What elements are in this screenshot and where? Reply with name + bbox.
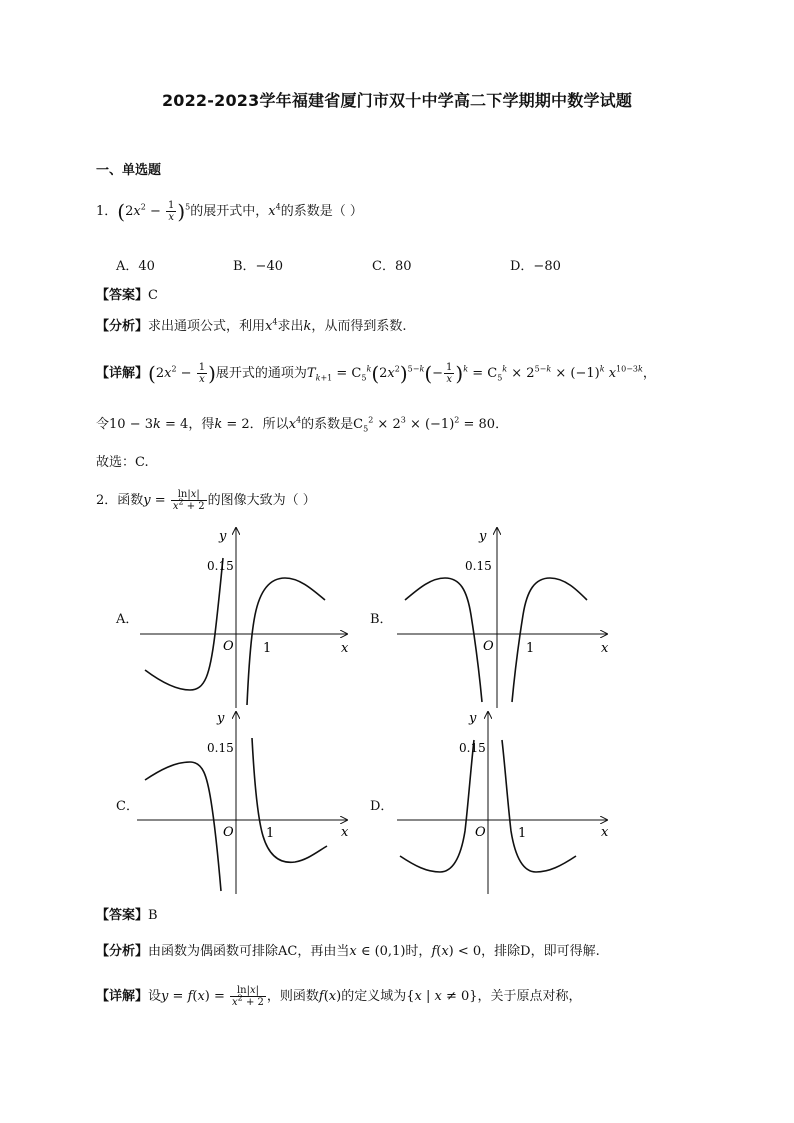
y-axis-label: y: [469, 711, 477, 726]
analysis-text-2b: 时，: [405, 944, 432, 959]
analysis-tag: 【分析】: [96, 319, 149, 334]
answer-tag: 【答案】: [96, 288, 149, 303]
x-tick-label: 1: [266, 826, 275, 841]
graph-b: [395, 520, 615, 710]
origin-label: O: [483, 639, 494, 654]
curve-right: [502, 740, 576, 872]
stem-text-2: 的系数是（ ）: [280, 204, 363, 219]
curve-left: [405, 578, 482, 702]
answer-line-1: [96, 287, 158, 305]
analysis-line-1: 【分析】求出通项公式，利用$x^4$求出k，从而得到系数.: [96, 317, 407, 334]
y-axis-label: y: [479, 529, 487, 544]
graph-label-a: A．: [116, 612, 139, 627]
question-2-stem: 2．函数y = $\frac{\ln|x|}{x^2 + 2}$ 的图像大致为（ ）: [96, 489, 316, 512]
option-b: B．−40: [233, 259, 283, 274]
answer-line-2: [96, 907, 158, 925]
detail-tag: 【详解】: [96, 366, 149, 381]
detail-text-q2b: ，则函数: [266, 989, 319, 1004]
option-c: C．80: [372, 259, 412, 274]
curve-left: [145, 558, 223, 690]
curve-right: [252, 738, 327, 862]
analysis-text-a: 求出通项公式，利用: [148, 319, 266, 334]
stem-text-q2: 的图像大致为（ ）: [207, 493, 316, 508]
answer-value-2: B: [148, 908, 158, 923]
detail-line-q2: 【详解】设y = f(x) = $\frac{\ln|x|}{x^2 + 2}$ ，则函数f(x)的定义域为{x | x ≠ 0}，关于原点对称，: [96, 985, 582, 1008]
graph-label-c: C．: [116, 799, 139, 814]
graph-label-d: D．: [370, 799, 394, 814]
question-1-stem: 1．($2x^2$ − $\frac{1}{x}$ )$^5$的展开式中，$x^4$的系数是（ ）: [96, 199, 363, 224]
detail-text-2a: 令: [96, 417, 110, 432]
x-axis-label: x: [601, 641, 609, 656]
x-tick-label: 1: [518, 826, 527, 841]
section-heading: 一、单选题: [96, 163, 162, 178]
y-tick-label: 0.15: [459, 741, 486, 755]
curve-right: [512, 578, 587, 702]
y-axis-label: y: [219, 529, 227, 544]
analysis-text-2c: ，排除D，即可得解.: [481, 944, 600, 959]
curve-left: [400, 740, 474, 872]
graph-c: [135, 706, 355, 898]
y-tick-label: 0.15: [207, 559, 234, 573]
y-tick-label: 0.15: [207, 741, 234, 755]
curve-left: [145, 762, 221, 891]
y-tick-label: 0.15: [465, 559, 492, 573]
analysis-text-2a: 由函数为偶函数可排除AC，再由当: [148, 944, 350, 959]
x-tick-label: 1: [526, 641, 535, 656]
detail-text-2b: ，得: [188, 417, 215, 432]
analysis-tag-2: 【分析】: [96, 944, 149, 959]
detail-line-1: 【详解】($2x^2$ − $\frac{1}{x}$ )展开式的通项为$T_{k+1} = C_5^k(2x^2)^{5-k}(-$ $\frac{1}{x}$ )$^k = C_5^k \times 2^{5-k} \times (-1)^k$ $x^{10-3k}$，: [96, 361, 656, 386]
detail-tag-2: 【详解】: [96, 989, 149, 1004]
answer-value: C: [148, 288, 158, 303]
detail-text-q2d: ，关于原点对称，: [477, 989, 582, 1004]
x-axis-label: x: [341, 825, 349, 840]
graph-a: [135, 520, 355, 710]
analysis-line-2: 【分析】由函数为偶函数可排除AC，再由当x ∈ (0,1)时，f(x) < 0，排除D，即可得解.: [96, 944, 600, 959]
y-axis-label: y: [217, 711, 225, 726]
detail-text-2c: ．所以: [249, 417, 289, 432]
graph-d: [395, 706, 615, 898]
x-axis-label: x: [341, 641, 349, 656]
x-tick-label: 1: [263, 641, 272, 656]
analysis-text-c: ，从而得到系数.: [311, 319, 407, 334]
x-axis-label: x: [601, 825, 609, 840]
question-number: 1．: [96, 204, 118, 219]
detail-text-q2a: 设: [148, 989, 162, 1004]
curve-right: [247, 578, 325, 705]
option-a: A．40: [116, 259, 155, 274]
conclusion-1: 故选：C.: [96, 455, 149, 470]
detail-line-2: 令10 − 3k = 4，得k = 2．所以$x^4$的系数是$C_5^2 \times 2^3 \times (-1)^2 = 80$．: [96, 415, 509, 434]
page-title: 2022-2023学年福建省厦门市双十中学高二下学期期中数学试题: [161, 91, 633, 110]
option-d: D．−80: [510, 259, 561, 274]
origin-label: O: [475, 825, 486, 840]
question-number-2: 2．函数: [96, 493, 144, 508]
answer-tag-2: 【答案】: [96, 908, 149, 923]
detail-text-2d: 的系数是: [301, 417, 354, 432]
graph-label-b: B．: [370, 612, 393, 627]
analysis-text-b: 求出: [277, 319, 304, 334]
stem-text: 的展开式中，: [190, 204, 269, 219]
origin-label: O: [223, 825, 234, 840]
origin-label: O: [223, 639, 234, 654]
detail-text-a: 展开式的通项为: [215, 366, 307, 381]
detail-text-q2c: 的定义域为: [341, 989, 407, 1004]
